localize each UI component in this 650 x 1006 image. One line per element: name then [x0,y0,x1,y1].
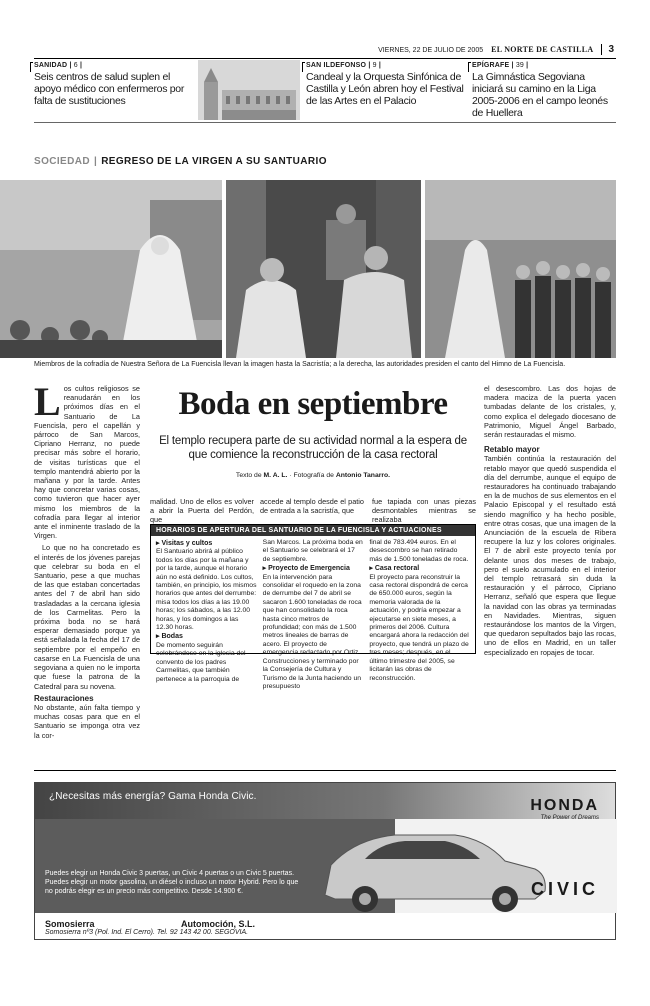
section-header: SOCIEDAD | REGRESO DE LA VIRGEN A SU SANTUARIO [34,156,327,167]
ad-copy: Puedes elegir un Honda Civic 3 puertas, un Civic 4 puertas o un Civic 5 puertas. Puedes elegir un motor gasolina, un diésel o incluso un motor Hybrid. Pero lo que no podrás elegir es un precio más competitivo. Desde 14.900 €. [45,870,299,895]
infobox-text: El proyecto para reconstruir la casa rectoral dispondrá de cerca de 650.000 euros, según la memoria valorada de la actuación, y podría empezar a ejecutarse en siete meses, a primeros del 2006. Cultura encargará ahora la redacción del proyecto, que tendrá un plazo de tres meses; después, en el último trimestre del 2005, se licitarán las obras de reconstrucción. [369,573,469,682]
article-column-1 [34,379,140,740]
teaser-san-ildefonso[interactable]: SAN ILDEFONSO | 9 | Candeal y la Orquesta Sinfónica de Castilla y León abren hoy el Festival de las Artes en el Palacio [306,62,466,116]
photographer: Antonio Tanarro. [335,472,391,479]
infobox-text: final de 783.494 euros. En el desescombro se han retirado más de 1.500 toneladas de roca. [369,539,469,563]
honda-logo: HONDA [530,797,599,814]
teaser-page: 39 [515,62,525,69]
infobox-text: El Santuario abrirá al público todos los días por la mañana y por la tarde, aunque el horario aún no está definido. Los cultos, también, en principio, los mismos horarios que antes del derrumbe: misa todos los días a las 19.00 horas; los sábados, a las 12.00 horas, y los domingos a las 12.30 horas. [156,548,257,632]
infobox-heading: ▸ Bodas [156,633,183,641]
article-column-3: accede al templo desde el patio de entrada a la sacristía, que [260,497,364,516]
body-paragraph: el desescombro. Las dos hojas de madera maciza de la puerta yacen tumbadas delante de los cristales, y, como explica el delegado diocesano de Patrimonio, Miguel Ángel Barbado, serán restauradas el mismo. [484,384,616,440]
infobox-column-3 [369,539,470,691]
teaser-headline: La Gimnástica Segoviana iniciará su camino en la Liga 2005-2006 en el campo leonés de Huellera [472,71,608,119]
section-title: REGRESO DE LA VIRGEN A SU SANTUARIO [101,156,327,167]
newspaper-name: EL NORTE DE CASTILLA [491,45,594,54]
teaser-tag: EPÍGRAFE [472,62,510,69]
civic-logo: CIVIC [530,879,599,899]
photo-caption: Miembros de la cofradía de Nuestra Señora de La Fuencisla llevan la imagen hasta la Sacristía; a la derecha, las autoridades presiden el canto del Himno de La Fuencisla. [34,361,566,368]
article-deck: El templo recupera parte de su actividad normal a la espera de que comience la reconstrucción de la casa rectoral [159,435,467,461]
teaser-rule [34,122,616,123]
page-header [34,44,614,58]
infobox-heading: ▸ Proyecto de Emergencia [262,565,350,573]
ad-tagline: The Power of Dreams [540,815,599,821]
ad-car-illustration [35,819,617,913]
infobox-text: San Marcos. La próxima boda en el Santuario se celebrará el 17 de septiembre. [262,539,363,563]
teaser-headline: Seis centros de salud suplen el apoyo médico con enfermeros por falta de sustituciones [34,71,185,107]
author: M. A. L. [263,472,288,479]
teaser-page: 9 [372,62,377,69]
honda-civic-advertisement[interactable] [34,782,616,940]
schedule-infobox [150,524,476,690]
teaser-tag: SAN ILDEFONSO [306,62,367,69]
infobox-text: En la intervención para consolidar el roquedo en la zona de derrumbe del 7 de abril se sacaron 1.600 toneladas de roca que han consolidado la roca hasta cinco metros de profundidad; con más de 1.500 metros lineales de barras de acero. El proyecto de emergencia redactado por Ortiz Construcciones y terminado por la Consejería de Cultura y Turismo de la Junta haciendo un presupuesto [262,573,362,690]
subhead-retablo-mayor: Retablo mayor [484,445,540,455]
infobox-text: De momento seguirán celebrándose en la iglesia del convento de los padres Carmelitas, que también pertenece a la parroquia de [156,641,246,683]
photo-authorities-inside [425,180,616,358]
body-paragraph: os cultos religiosos se reanudarán en los próximos días en el Santuario de La Fuencisla, pero el capellán y párroco de San Marcos, Cipriano Herranz, no puede precisar más sobre el horario, de visitas turísticas que el templo mantendrá abierto por la mañana y por la tarde. Antes hay que concretar varias cosas, como tuvieron que hacer ayer mismo los miembros de la cofradía para llegar al interior ante el inminente traslado de la Virgen. [34,384,140,541]
teaser-headline: Candeal y la Orquesta Sinfónica de Castilla y León abren hoy el Festival de las Artes en el Palacio [306,71,464,107]
article-column-2: malidad. Uno de ellos es volver a abrir la Puerta del Perdón, que [150,497,254,525]
photo-men-carrying-statue [226,180,421,358]
drop-cap: L [34,379,61,424]
infobox-column-1 [156,539,257,691]
article-column-4: fue tapiada con unas piezas desmontables mientras se realizaba [372,497,476,525]
article-headline: Boda en septiembre [178,386,448,422]
article-bottom-rule [34,770,616,771]
palace-thumbnail [198,60,300,120]
page-number: 3 [601,44,614,55]
teaser-tag: SANIDAD [34,62,68,69]
section-category: SOCIEDAD [34,156,90,167]
body-paragraph: No obstante, aún falta tiempo y muchas cosas para que en el Santuario se imponga otra vez la cor- [34,702,140,740]
article-byline: Texto de M. A. L. · Fotografía de Antonio Tanarro. [235,472,391,479]
dealer-business: Automoción, S.L. [181,919,255,929]
infobox-title: HORARIOS DE APERTURA DEL SANTUARIO DE LA FUENCISLA Y ACTUACIONES [151,525,475,536]
body-paragraph: Lo que no ha concretado es el interés de los jóvenes parejas que celebrar su boda en el Santuario, pese a que muchas de las que estaban concertadas antes del 7 de abril han sido trasladadas a la cercana iglesia de los Carmelitas. Pero la próxima boda no se hará esperar demasiado porque ya está señalada la fecha del 17 de septiembre por el empeño en casarse en La Fuencisla de una segoviana a quien no le importa que fuese la patrona de la Catedral para su novena. [34,543,140,691]
infobox-column-2 [263,539,364,691]
ad-slogan: ¿Necesitas más energía? Gama Honda Civic. [49,791,257,802]
dealer-name: Somosierra [45,919,95,929]
dealer-address: Somosierra nº3 (Pol. Ind. El Cerro). Tel. 92 143 42 00. SEGOVIA. [45,929,249,936]
photo-procession [0,180,222,358]
infobox-heading: ▸ Casa rectoral [369,565,420,573]
body-paragraph: También continúa la restauración del retablo mayor que quedó suspendida el día del derrumbe, aunque el equipo de restauradores ha continuado trabajando en la de muchos de sus elementos en el Palacio Episcopal y el resultado está siendo magnífico y ha hecho posible, entre otras cosas, que una imagen de la Anunciación de la escuela de Ribera recupere la luz y los colores originales. El 7 de abril este proyecto tenía por delante unos dos meses de trabajo, pero el suelo acumulado en el interior del templo retrasará sin duda la restauración y el párroco, Cipriano Herranz, señaló que espera que llegue la navidad con las obras ya terminadas en Navidades. Mientras, siguen restaurándose los mantos de la Virgen, que quedaron sepultados bajo las rocas, uno de ellos en Madrid, en un taller especializado en ropajes de tocar. [484,454,616,657]
infobox-heading: ▸ Visitas y cultos [156,540,213,547]
issue-date: VIERNES, 22 DE JULIO DE 2005 [378,47,484,54]
header-rule [34,58,616,59]
teaser-epigrafe[interactable]: EPÍGRAFE | 39 | La Gimnástica Segoviana iniciará su camino en la Liga 2005-2006 en el campo leonés de Huellera [472,62,616,116]
teaser-page: 6 [73,62,78,69]
article-column-5 [484,384,616,772]
subhead-restauraciones: Restauraciones [34,693,94,703]
teaser-sanidad[interactable]: SANIDAD | 6 | Seis centros de salud suplen el apoyo médico con enfermeros por falta de sustituciones [34,62,194,116]
